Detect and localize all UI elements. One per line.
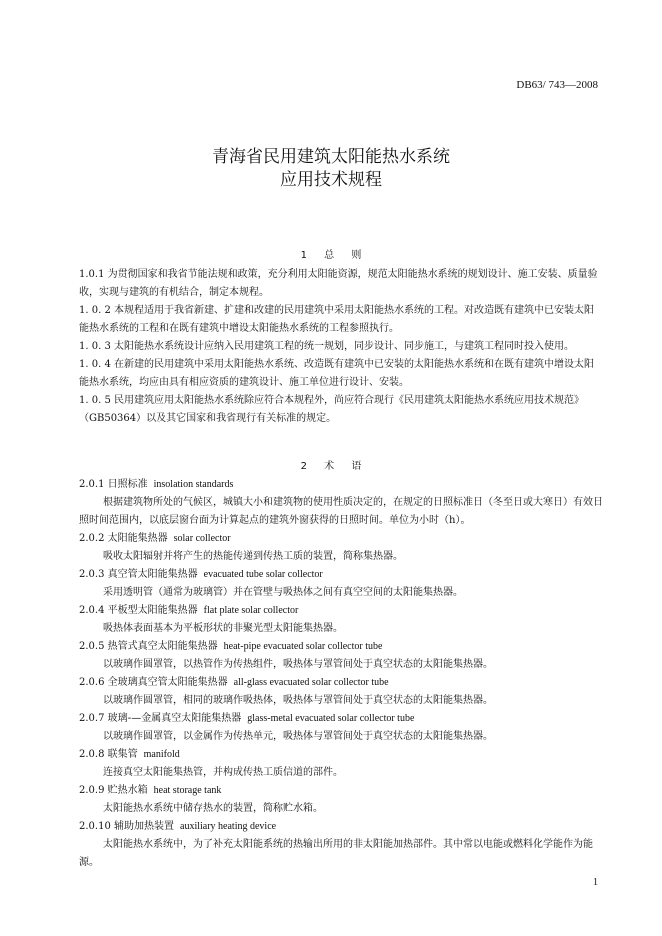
term-number: 2.0.1 xyxy=(79,479,105,490)
clause-1-0-3: 1. 0. 3 太阳能热水系统设计应纳入民用建筑工程的统一规划，同步设计、同步施工，与建筑工程同时投入使用。 xyxy=(79,341,574,352)
term-2-0-3 xyxy=(79,566,603,602)
section-heading-terms: 2 术 语 xyxy=(300,461,362,472)
term-definition: 以玻璃作圆罩管，以金属作为传热单元，吸热体与罩管间处于真空状态的太阳能集热器。 xyxy=(103,731,493,742)
clause-1-0-4: 1. 0. 4 在新建的民用建筑中采用太阳能热水系统、改造既有建筑中已安装的太阳能热水系统和在既有建筑中增设太阳能热水系统，均应由具有相应资质的建筑设计、施工单位进行设计、安装。 xyxy=(79,359,594,388)
term-name-zh: 平板型太阳能集热器 xyxy=(107,605,198,616)
term-definition: 太阳能热水系统中储存热水的装置，简称贮水箱。 xyxy=(103,803,323,814)
term-definition: 太阳能热水系统中，为了补充太阳能系统的热输出所用的非太阳能加热部件。其中常以电能或燃料化学能作为能源。 xyxy=(79,839,593,868)
section-general-body xyxy=(79,266,603,428)
term-2-0-4 xyxy=(79,602,603,638)
term-name-zh: 日照标准 xyxy=(107,479,148,490)
document-title-line1: 青海省民用建筑太阳能热水系统 xyxy=(212,147,450,167)
term-definition: 以玻璃作圆罩管，相同的玻璃作吸热体，吸热体与罩管间处于真空状态的太阳能集热器。 xyxy=(103,695,493,706)
term-number: 2.0.6 xyxy=(79,677,105,688)
clause-1-0-5: 1. 0. 5 民用建筑应用太阳能热水系统除应符合本规程外，尚应符合现行《民用建筑太阳能热水系统应用技术规范》（GB50364）以及其它国家和我省现行有关标准的规定。 xyxy=(79,395,584,424)
term-name-en: evacuated tube solar collector xyxy=(203,569,323,580)
term-name-zh: 玻璃-—金属真空太阳能集热器 xyxy=(107,713,242,724)
term-name-en: auxiliary heating device xyxy=(180,821,277,832)
term-name-en: glass-metal evacuated solar collector tube xyxy=(247,713,415,724)
term-2-0-7 xyxy=(79,710,603,746)
term-number: 2.0.9 xyxy=(79,785,105,796)
document-title-line2: 应用技术规程 xyxy=(280,170,382,190)
term-name-en: flat plate solar collector xyxy=(203,605,299,616)
section-heading-general: 1 总 则 xyxy=(300,250,362,261)
clause-1-0-2: 1. 0. 2 本规程适用于我省新建、扩建和改建的民用建筑中采用太阳能热水系统的工程。对改造既有建筑中已安装太阳能热水系统的工程和在既有建筑中增设太阳能热水系统的工程参照执行。 xyxy=(79,305,594,334)
term-name-zh: 全玻璃真空管太阳能集热器 xyxy=(107,677,228,688)
document-number: DB63/ 743—2008 xyxy=(516,79,598,91)
term-name-en: manifold xyxy=(143,749,180,760)
section-terms-body xyxy=(79,476,603,872)
term-definition: 连接真空太阳能集热管，并构成传热工质信道的部件。 xyxy=(103,767,343,778)
term-2-0-5 xyxy=(79,638,603,674)
term-number: 2.0.7 xyxy=(79,713,105,724)
term-name-zh: 贮热水箱 xyxy=(107,785,148,796)
term-2-0-1 xyxy=(79,476,603,530)
term-number: 2.0.4 xyxy=(79,605,105,616)
term-definition: 根据建筑物所处的气候区，城镇大小和建筑物的使用性质决定的，在规定的日照标准日（冬至日或大寒日）有效日照时间范围内，以底层窗台面为计算起点的建筑外窗获得的日照时间。单位为小时（h）。 xyxy=(79,497,603,526)
term-definition: 吸热体表面基本为平板形状的非聚光型太阳能集热器。 xyxy=(103,623,343,634)
term-2-0-9 xyxy=(79,782,603,818)
term-definition: 吸收太阳辐射并将产生的热能传递到传热工质的装置，简称集热器。 xyxy=(103,551,403,562)
term-2-0-10 xyxy=(79,818,603,872)
term-name-zh: 真空管太阳能集热器 xyxy=(107,569,198,580)
term-2-0-2 xyxy=(79,530,603,566)
clause-1-0-1: 1.0.1 为贯彻国家和我省节能法规和政策，充分利用太阳能资源，规范太阳能热水系统的规划设计、施工安装、质量验收，实现与建筑的有机结合，制定本规程。 xyxy=(79,269,598,298)
term-name-zh: 联集管 xyxy=(107,749,138,760)
term-name-en: heat storage tank xyxy=(153,785,222,796)
term-name-en: all-glass evacuated solar collector tube xyxy=(233,677,389,688)
term-number: 2.0.5 xyxy=(79,641,105,652)
term-number: 2.0.3 xyxy=(79,569,105,580)
term-name-en: insolation standards xyxy=(153,479,234,490)
term-number: 2.0.8 xyxy=(79,749,105,760)
term-number: 2.0.10 xyxy=(79,821,111,832)
term-definition: 以玻璃作圆罩管，以热管作为传热组件，吸热体与罩管间处于真空状态的太阳能集热器。 xyxy=(103,659,493,670)
page-number: 1 xyxy=(593,877,598,888)
term-number: 2.0.2 xyxy=(79,533,105,544)
term-2-0-8 xyxy=(79,746,603,782)
term-2-0-6 xyxy=(79,674,603,710)
term-name-zh: 太阳能集热器 xyxy=(107,533,168,544)
term-name-en: solar collector xyxy=(173,533,231,544)
term-name-zh: 辅助加热装置 xyxy=(114,821,174,832)
term-definition: 采用透明管（通常为玻璃管）并在管壁与吸热体之间有真空空间的太阳能集热器。 xyxy=(103,587,463,598)
term-name-en: heat-pipe evacuated solar collector tube xyxy=(223,641,383,652)
term-name-zh: 热管式真空太阳能集热器 xyxy=(107,641,218,652)
